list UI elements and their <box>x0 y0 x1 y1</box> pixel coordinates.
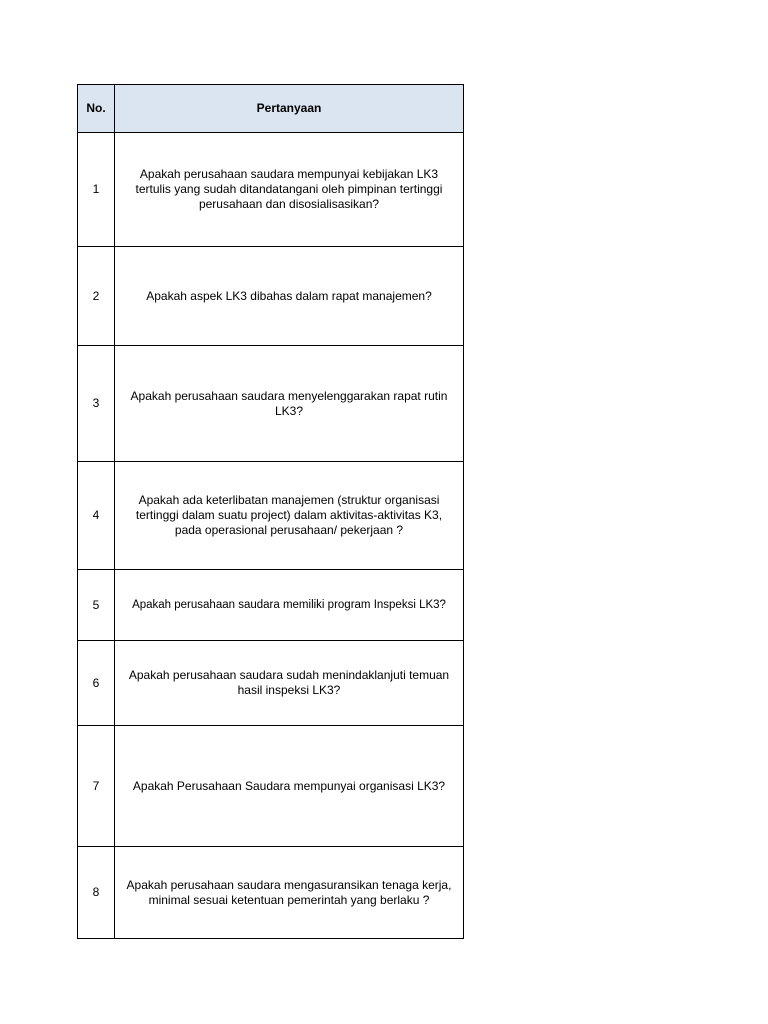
question-text: Apakah perusahaan saudara menyelenggarakan rapat rutin LK3? <box>130 388 448 418</box>
row-number: 1 <box>78 133 115 247</box>
questionnaire-table <box>77 84 464 939</box>
table-row <box>78 346 464 462</box>
question-text: Apakah perusahaan saudara sudah menindaklanjuti temuan hasil inspeksi LK3? <box>128 668 450 697</box>
row-number: 7 <box>78 726 115 847</box>
table-header-row <box>78 85 464 133</box>
question-cell <box>115 570 464 641</box>
row-number: 2 <box>78 247 115 346</box>
question-cell <box>115 346 464 462</box>
header-no: No. <box>78 85 115 133</box>
row-number: 4 <box>78 462 115 570</box>
table-row <box>78 847 464 939</box>
table-row <box>78 570 464 641</box>
row-number: 8 <box>78 847 115 939</box>
question-text: Apakah aspek LK3 dibahas dalam rapat manajemen? <box>146 288 432 303</box>
table-row <box>78 641 464 726</box>
question-cell <box>115 133 464 247</box>
question-text: Apakah perusahaan saudara mengasuransikan tenaga kerja, minimal sesuai ketentuan pemerintah yang berlaku ? <box>126 877 452 907</box>
question-text: Apakah Perusahaan Saudara mempunyai organisasi LK3? <box>132 778 446 793</box>
question-cell <box>115 641 464 726</box>
table-row <box>78 462 464 570</box>
question-cell <box>115 462 464 570</box>
header-question: Pertanyaan <box>115 85 464 133</box>
question-cell <box>115 726 464 847</box>
row-number: 6 <box>78 641 115 726</box>
row-number: 3 <box>78 346 115 462</box>
table-row <box>78 726 464 847</box>
question-cell <box>115 847 464 939</box>
table-row <box>78 133 464 247</box>
question-text: Apakah ada keterlibatan manajemen (struktur organisasi tertinggi dalam suatu project) dalam aktivitas-aktivitas K3, pada operasional perusahaan/ pekerjaan ? <box>135 493 443 537</box>
question-text: Apakah perusahaan saudara memiliki program Inspeksi LK3? <box>132 599 446 611</box>
question-cell <box>115 247 464 346</box>
table-row <box>78 247 464 346</box>
question-text: Apakah perusahaan saudara mempunyai kebijakan LK3 tertulis yang sudah ditandatangani oleh pimpinan tertinggi perusahaan dan disosialisasikan? <box>135 167 443 211</box>
row-number: 5 <box>78 570 115 641</box>
